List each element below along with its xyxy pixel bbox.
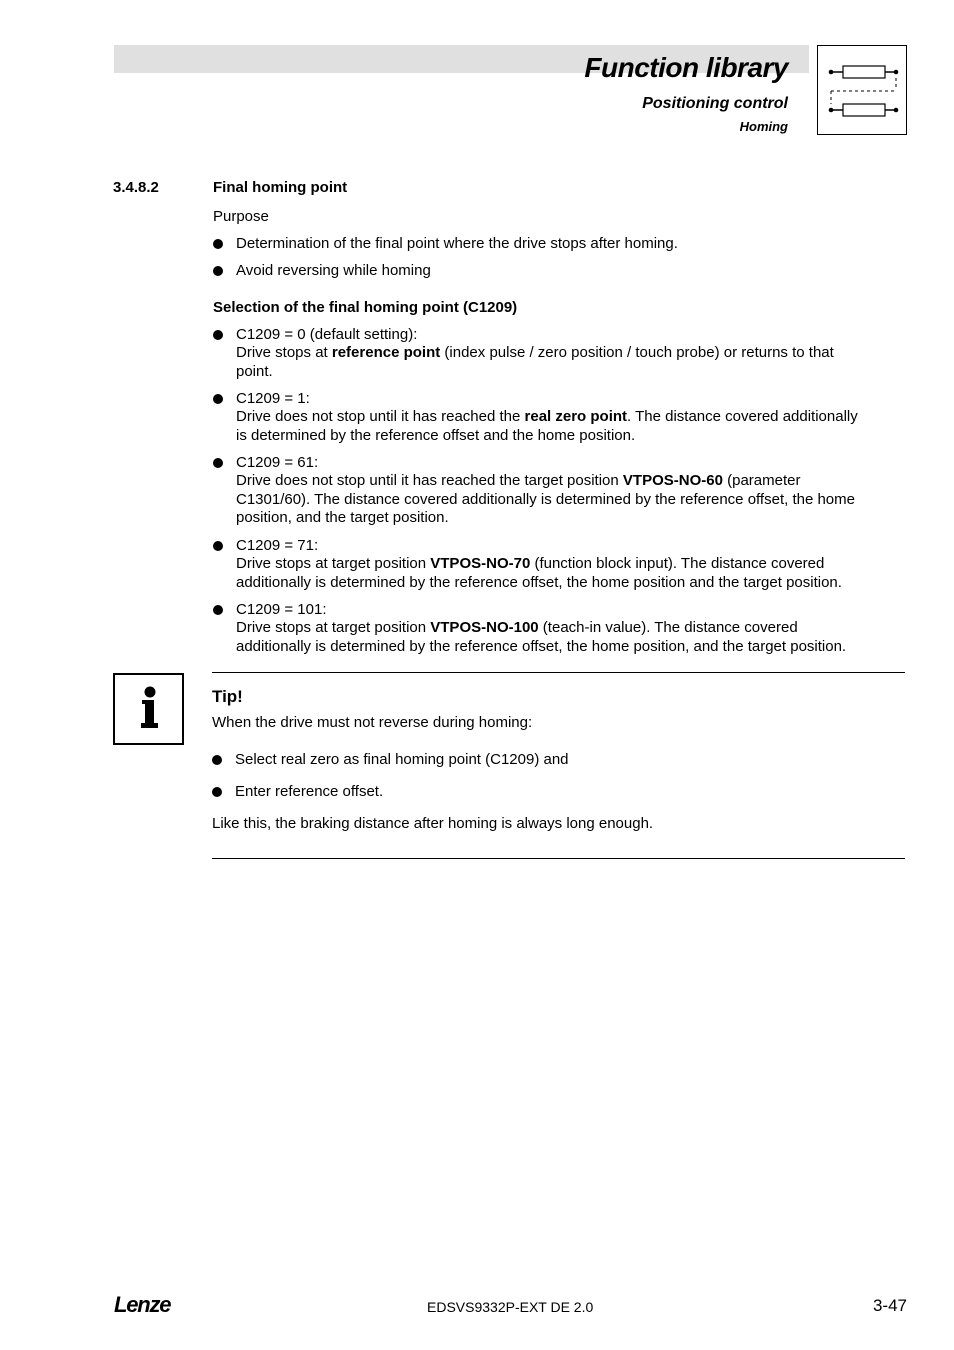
tip-bottom-rule [212,858,905,859]
function-block-icon [817,45,907,135]
info-icon [113,673,184,745]
text: (parameter [722,472,801,490]
page-number: 3-47 [872,1296,907,1315]
bold-term: VTPOS-NO-70 [430,555,531,573]
text: Drive does not stop until it has reached the [236,408,525,426]
tip-title: Tip! [212,687,243,706]
bullet [213,541,223,551]
page-subtitle: Positioning control [642,95,788,112]
selection-item-line: position, and the target position. [236,508,449,526]
text: Drive does not stop until it has reached the target position [236,472,623,490]
bullet [213,239,223,249]
selection-item-line: additionally is determined by the reference offset, the home position, and the target position. [236,637,847,655]
text: Drive stops at target position [236,555,431,573]
selection-item [236,454,908,527]
bold-term: real zero point [524,408,628,426]
document-id: EDSVS9332P-EXT DE 2.0 [427,1299,594,1315]
text: . The distance covered additionally [627,408,858,426]
selection-item [236,390,908,445]
text: (teach-in value). The distance covered [538,619,798,637]
selection-item-head: C1209 = 1: [236,390,310,407]
text: Drive stops at [236,344,332,362]
selection-item-line [236,408,908,426]
section-number: 3.4.8.2 [113,179,159,196]
selection-item-head: C1209 = 71: [236,537,319,554]
text: (index pulse / zero position / touch probe) or returns to that [440,344,834,362]
bullet [213,330,223,340]
selection-item-line: C1301/60). The distance covered additionally is determined by the reference offset, the home [236,490,855,508]
lenze-logo: Lenze [114,1292,171,1317]
selection-item-line: point. [236,362,273,380]
tip-intro: When the drive must not reverse during homing: [212,714,533,731]
selection-item [236,326,908,381]
selection-item-line [236,555,908,573]
selection-item-line: is determined by the reference offset and the home position. [236,426,636,444]
selection-item-head: C1209 = 61: [236,454,319,471]
selection-item-head: C1209 = 101: [236,601,327,618]
page-title: Function library [584,52,788,83]
bullet [213,266,223,276]
tip-item: Enter reference offset. [235,783,384,800]
tip-item: Select real zero as final homing point (C1209) and [235,751,569,768]
text: Drive stops at target position [236,619,431,637]
selection-item-head: C1209 = 0 (default setting): [236,326,418,343]
bold-term: VTPOS-NO-60 [622,472,723,490]
selection-item-line [236,344,908,362]
selection-item [236,537,908,592]
selection-heading: Selection of the final homing point (C1209) [213,299,518,316]
bold-term: VTPOS-NO-100 [430,619,539,637]
tip-outro: Like this, the braking distance after homing is always long enough. [212,815,654,832]
bullet [212,755,222,765]
selection-item-line [236,619,908,637]
purpose-item: Determination of the final point where the drive stops after homing. [236,235,678,252]
text: (function block input). The distance covered [530,555,825,573]
bullet [213,605,223,615]
purpose-label: Purpose [213,208,269,225]
selection-item [236,601,908,656]
page-subsubtitle: Homing [739,119,788,134]
selection-item-line [236,472,908,490]
bullet [213,394,223,404]
bold-term: reference point [331,344,441,362]
selection-item-line: additionally is determined by the reference offset, the home position and the target position. [236,573,842,591]
bullet [212,787,222,797]
purpose-item: Avoid reversing while homing [236,262,431,279]
tip-top-rule [212,672,905,673]
section-title: Final homing point [213,179,348,196]
bullet [213,458,223,468]
